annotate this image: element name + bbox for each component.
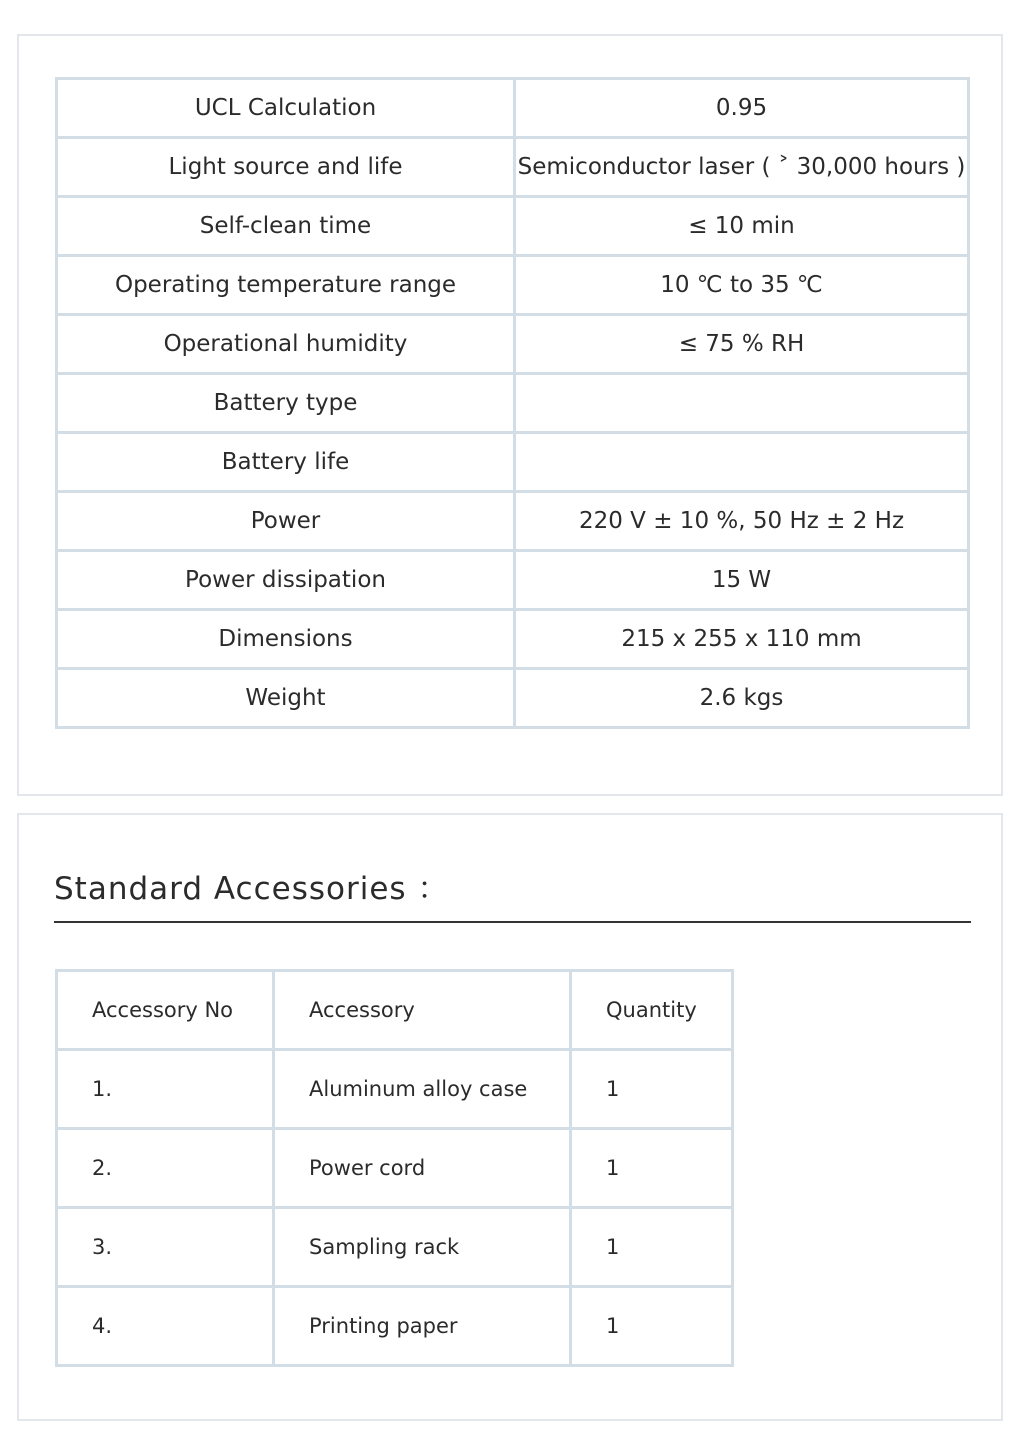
section-divider	[54, 921, 971, 923]
spec-label: Self-clean time	[57, 197, 515, 256]
spec-value: 2.6 kgs	[515, 669, 969, 728]
table-row	[57, 1129, 733, 1208]
accessories-panel	[17, 813, 1003, 1421]
spec-value: 0.95	[515, 79, 969, 138]
table-row	[57, 610, 969, 669]
specifications-panel	[17, 34, 1003, 796]
accessory-quantity: 1	[571, 1208, 733, 1287]
table-row	[57, 1287, 733, 1366]
spec-value: Semiconductor laser ( ˃ 30,000 hours )	[515, 138, 969, 197]
spec-value: ≤ 10 min	[515, 197, 969, 256]
table-row	[57, 1208, 733, 1287]
spec-label: Weight	[57, 669, 515, 728]
spec-value: ≤ 75 % RH	[515, 315, 969, 374]
column-header-quantity: Quantity	[571, 971, 733, 1050]
accessory-quantity: 1	[571, 1129, 733, 1208]
spec-label: Operational humidity	[57, 315, 515, 374]
spec-value	[515, 433, 969, 492]
spec-label: Battery type	[57, 374, 515, 433]
spec-label: UCL Calculation	[57, 79, 515, 138]
accessory-quantity: 1	[571, 1050, 733, 1129]
specifications-table	[55, 77, 970, 729]
accessories-table	[55, 969, 734, 1367]
section-title: Standard Accessories ：	[54, 871, 450, 907]
table-row	[57, 669, 969, 728]
table-row	[57, 315, 969, 374]
accessory-name: Printing paper	[274, 1287, 571, 1366]
spec-value: 215 x 255 x 110 mm	[515, 610, 969, 669]
spec-value: 10 ℃ to 35 ℃	[515, 256, 969, 315]
accessory-quantity: 1	[571, 1287, 733, 1366]
table-row	[57, 551, 969, 610]
accessory-no: 3.	[57, 1208, 274, 1287]
table-header-row	[57, 971, 733, 1050]
table-row	[57, 1050, 733, 1129]
spec-value: 15 W	[515, 551, 969, 610]
table-row	[57, 79, 969, 138]
table-row	[57, 433, 969, 492]
table-row	[57, 197, 969, 256]
accessory-name: Sampling rack	[274, 1208, 571, 1287]
column-header-accessory-no: Accessory No	[57, 971, 274, 1050]
table-row	[57, 492, 969, 551]
spec-label: Power	[57, 492, 515, 551]
spec-value: 220 V ± 10 %, 50 Hz ± 2 Hz	[515, 492, 969, 551]
table-row	[57, 374, 969, 433]
accessory-no: 2.	[57, 1129, 274, 1208]
accessory-no: 1.	[57, 1050, 274, 1129]
spec-label: Battery life	[57, 433, 515, 492]
spec-label: Light source and life	[57, 138, 515, 197]
spec-label: Power dissipation	[57, 551, 515, 610]
spec-label: Dimensions	[57, 610, 515, 669]
accessory-no: 4.	[57, 1287, 274, 1366]
accessory-name: Power cord	[274, 1129, 571, 1208]
spec-label: Operating temperature range	[57, 256, 515, 315]
accessory-name: Aluminum alloy case	[274, 1050, 571, 1129]
table-row	[57, 138, 969, 197]
column-header-accessory: Accessory	[274, 971, 571, 1050]
spec-value	[515, 374, 969, 433]
table-row	[57, 256, 969, 315]
